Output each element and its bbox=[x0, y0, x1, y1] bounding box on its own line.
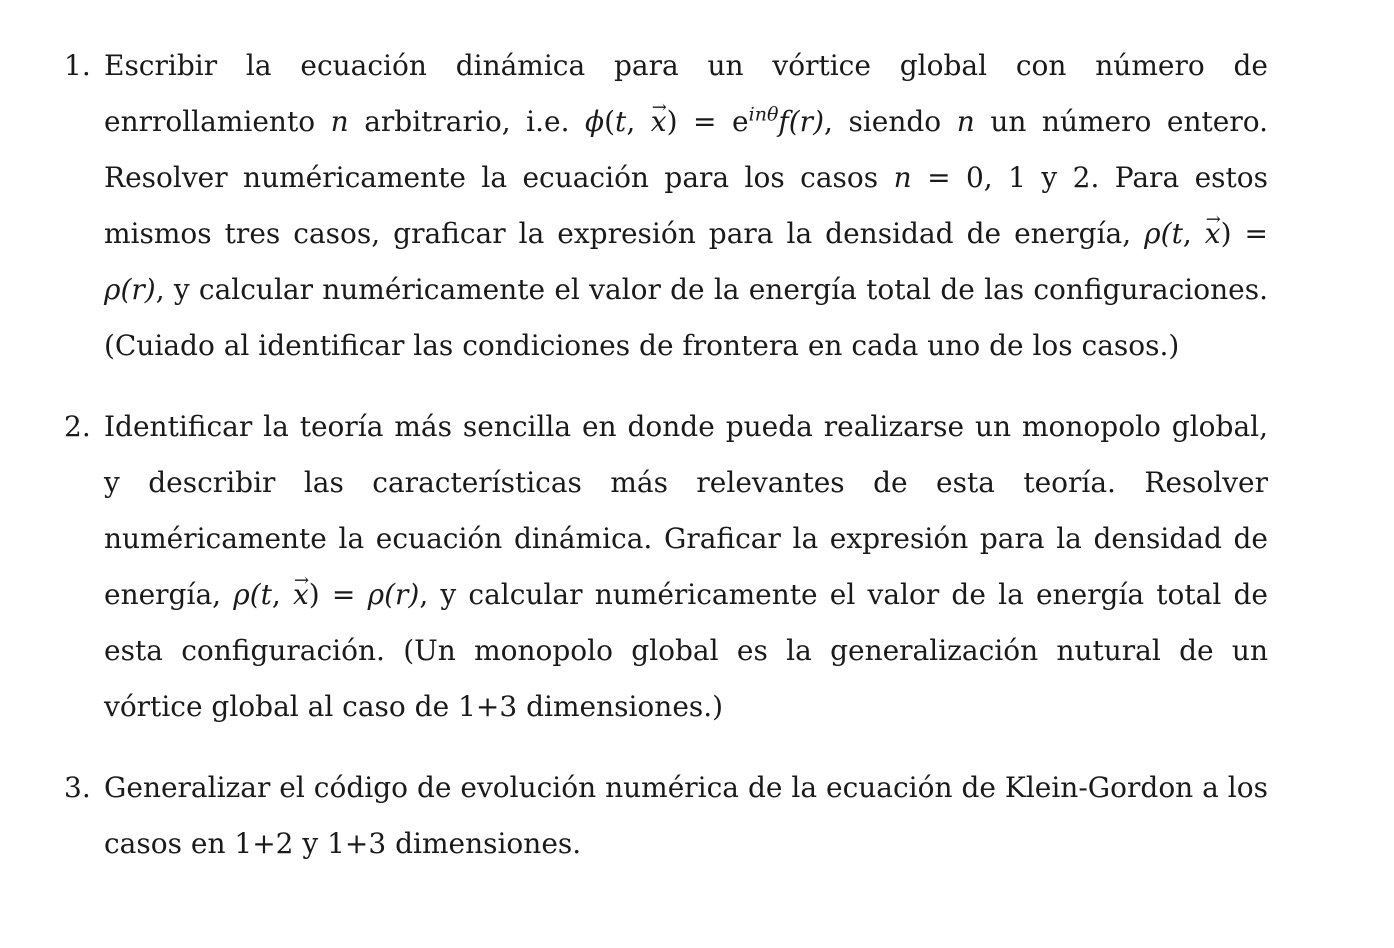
item-text: Identificar la teoría más sencilla en donde pueda realizarse un monopolo global, y describir las características más relevantes de esta teoría. Resolver numéricamente la ecuación dinámica. Graficar la expresión para la densidad de energía, ρ(t, → x) = ρ(r), y calcular numéricamente el valor de la energía total de esta configuración. (Un monopolo global es la generalización nutural de un vórtice global al caso de 1+3 dimensiones.) bbox=[104, 399, 1268, 735]
math-rho: ρ( bbox=[233, 578, 261, 611]
math-exponent: inθ bbox=[748, 103, 779, 126]
item-number: 1. bbox=[64, 49, 91, 82]
item-text: Generalizar el código de evolución numérica de la ecuación de Klein-Gordon a los casos en 1+2 y 1+3 dimensiones. bbox=[104, 771, 1268, 860]
vector-x: → x bbox=[293, 567, 309, 623]
item-number: 3. bbox=[64, 771, 91, 804]
item-text: Escribir la ecuación dinámica para un vórtice global con número de enrrollamiento n arbitrario, i.e. ϕ(t, → $x) = e^{in\theta}f(r)$, siendo n un número entero. Resolver numéricamente la ecuación para los casos n = 0, 1 y 2. Para estos mismos tres casos, graficar la expresión para la densidad de energía, ρ(t, → x) = ρ(r), y calcular numéricamente el valor de la energía total de las configuraciones. (Cuiado al identificar las condiciones de frontera en cada uno de los casos.) bbox=[104, 38, 1268, 374]
math-n: n bbox=[330, 105, 349, 138]
vector-x: → x bbox=[1205, 206, 1221, 262]
math-rho: ρ( bbox=[1144, 217, 1172, 250]
math-phi: ϕ bbox=[585, 105, 605, 138]
vector-x: → x bbox=[651, 94, 667, 150]
item-number: 2. bbox=[64, 410, 91, 443]
